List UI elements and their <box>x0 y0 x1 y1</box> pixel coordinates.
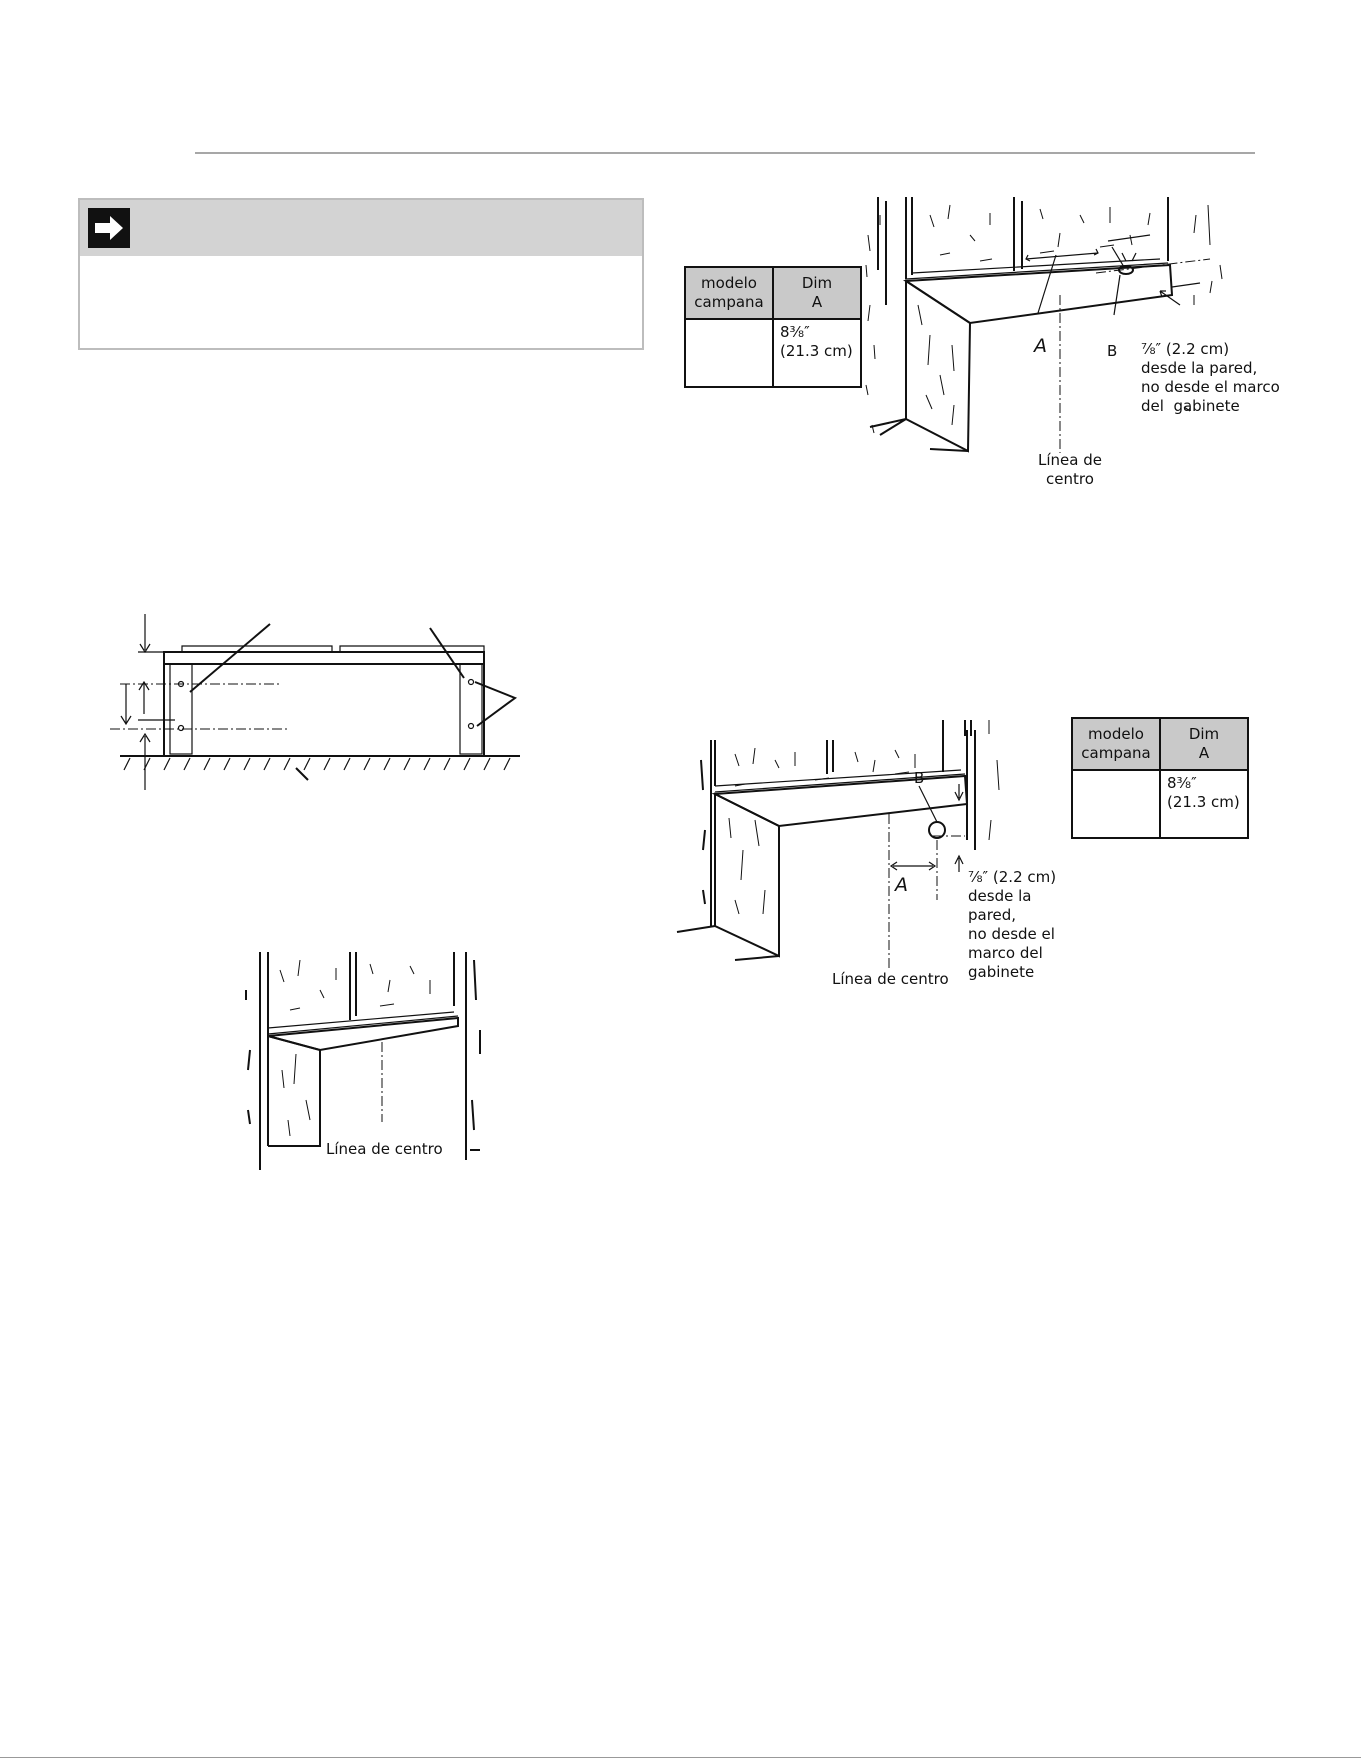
table-header-dim: Dim A <box>1160 718 1248 770</box>
table-cell-model <box>1072 770 1160 838</box>
table-header-model: modelo campana <box>1072 718 1160 770</box>
note-bottom: ⅞″ (2.2 cm) desde la pared, no desde el marco del gabinete <box>968 868 1057 981</box>
centerline-label-bottom: Línea de centro <box>832 970 949 988</box>
table-cell-dim: 8⅜″ (21.3 cm) <box>773 319 861 387</box>
note-header <box>80 200 642 256</box>
footer-rule <box>0 1757 1361 1758</box>
label-b-bottom: B <box>914 769 925 787</box>
dimension-table-bottom <box>1071 717 1249 839</box>
table-header-model: modelo campana <box>685 267 773 319</box>
label-a-bottom: A <box>895 874 908 896</box>
table-cell-model <box>685 319 773 387</box>
note-top: ⅞″ (2.2 cm) desde la pared, no desde el marco del gabinete <box>1141 340 1280 415</box>
table-header-dim: Dim A <box>773 267 861 319</box>
centerline-label-top: Línea de centro <box>1038 451 1102 488</box>
table-cell-dim: 8⅜″ (21.3 cm) <box>1160 770 1248 838</box>
header-rule <box>195 152 1255 154</box>
arrow-right-icon <box>88 208 130 248</box>
dimension-table-top <box>684 266 862 388</box>
centerline-label-cabinet: Línea de centro <box>326 1140 443 1158</box>
diagram-cabinet-front-view <box>100 600 540 800</box>
label-b-top: B <box>1107 342 1118 360</box>
label-a-top: A <box>1034 335 1047 357</box>
note-box <box>78 198 644 350</box>
